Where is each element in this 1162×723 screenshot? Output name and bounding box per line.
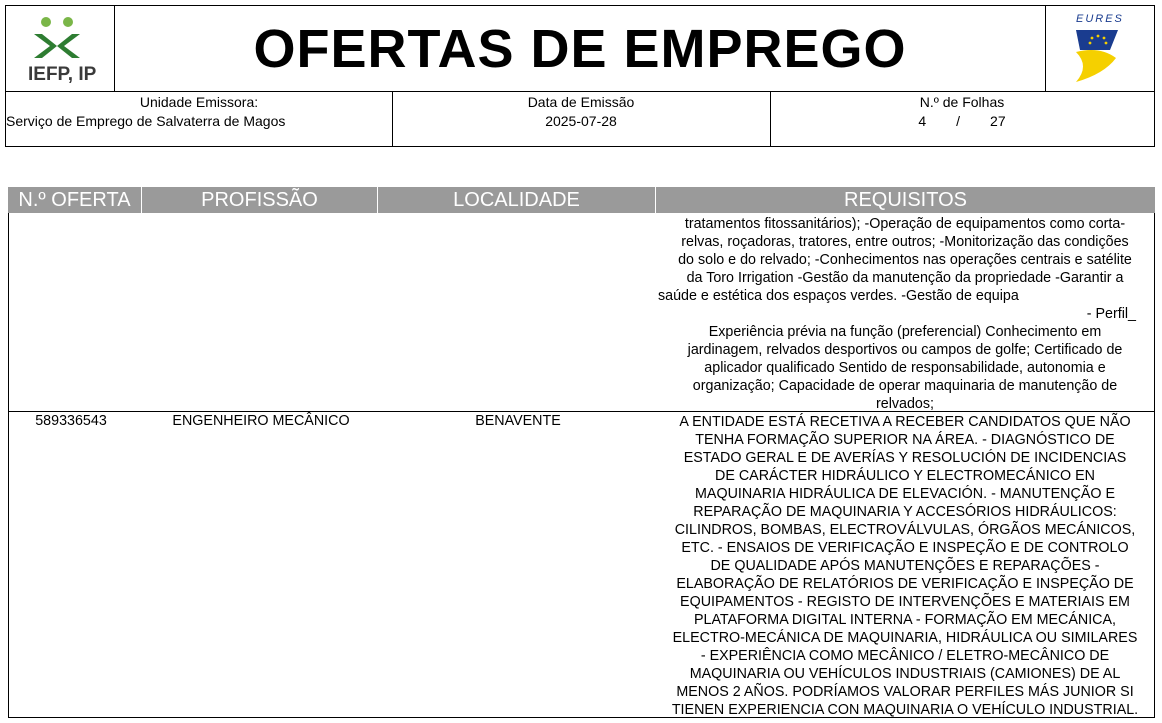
requisitos-line: REPARAÇÃO DE MAQUINARIA Y ACCESÓRIOS HIDRÁULICOS: xyxy=(693,504,1117,520)
requisitos-line: ESTADO GERAL E DE AVERÍAS Y RESOLUCIÓN DE INCIDENCIAS xyxy=(683,450,1127,466)
requisitos-line: saúde e estética dos espaços verdes. -Gestão de equipa xyxy=(658,288,1019,304)
requisitos-line: tratamentos fitossanitários); -Operação de equipamentos como corta- xyxy=(684,216,1126,232)
requisitos-line: MENOS 2 AÑOS. PODRÍAMOS VALORAR PERFILES MÁS JUNIOR SI xyxy=(676,684,1134,700)
iefp-logo-text: IEFP, IP xyxy=(28,64,97,85)
requisitos-line: A ENTIDADE ESTÁ RECETIVA A RECEBER CANDIDATOS QUE NÃO xyxy=(679,414,1131,430)
requisitos-line: aplicador qualificado Sentido de responsabilidade, autonomia e xyxy=(704,360,1106,376)
iefp-logo xyxy=(6,6,115,91)
requisitos-line: DE CARÁCTER HIDRÁULICO Y ELECTROMECÁNICO EN xyxy=(715,468,1095,484)
sheet-count xyxy=(770,91,1154,146)
requisitos-line: PLATAFORMA DIGITAL INTERNA - FORMAÇÃO EM MECÁNICA, xyxy=(693,612,1117,628)
requisitos-cell xyxy=(658,413,1152,719)
sheet-count-label: N.º de Folhas xyxy=(919,94,1005,110)
requisitos-line: EQUIPAMENTOS - REGISTO DE INTERVENÇÕES E MATERIAIS EM xyxy=(680,594,1130,610)
sheet-separator: / xyxy=(956,113,961,129)
requisitos-line: TIENEN EXPERIENCIA CON MAQUINARIA O VEHÍCULO INDUSTRIAL. xyxy=(671,702,1139,718)
requisitos-line: ELECTRO-MECÁNICA DE MAQUINARIA, HIDRÁULICA OU SIMILARES xyxy=(672,630,1138,646)
document-meta xyxy=(5,91,1155,147)
requisitos-line: - EXPERIÊNCIA COMO MECÂNICO / ELETRO-MECÂNICO DE xyxy=(700,648,1110,664)
issuing-unit xyxy=(6,91,393,146)
issue-date-label: Data de Emissão xyxy=(527,94,635,110)
profissao-value: ENGENHEIRO MECÂNICO xyxy=(172,413,350,429)
eures-emblem-icon xyxy=(1070,26,1130,86)
document-header xyxy=(5,5,1155,92)
sheet-total: 27 xyxy=(990,113,1006,129)
requisitos-line: relvados; xyxy=(875,396,934,412)
requisitos-line: Experiência prévia na função (preferencial) Conhecimento em xyxy=(708,324,1102,340)
requisitos-line: TENHA FORMAÇÃO SUPERIOR NA ÁREA. - DIAGNÓSTICO DE xyxy=(695,432,1115,448)
requisitos-line: organização; Capacidade de operar maquinaria de manutenção de xyxy=(692,378,1118,394)
requisitos-cell xyxy=(658,215,1152,413)
page-title: OFERTAS DE EMPREGO xyxy=(253,18,907,79)
requisitos-line: ELABORAÇÃO DE RELATÓRIOS DE VERIFICAÇÃO E INSPEÇÃO DE xyxy=(676,576,1134,592)
sheet-count-value xyxy=(770,113,1154,129)
requisitos-line: CILINDROS, BOMBAS, ELECTROVÁLVULAS, ÓRGÃOS MECÁNICOS, xyxy=(674,522,1136,538)
localidade-value: BENAVENTE xyxy=(475,413,561,429)
column-header-localidade: LOCALIDADE xyxy=(378,187,656,213)
column-header-requisitos: REQUISITOS xyxy=(844,189,967,211)
table-row xyxy=(9,213,1154,412)
eures-logo-text: EURES xyxy=(1076,13,1124,25)
issuing-unit-label: Unidade Emissora: xyxy=(139,94,259,110)
perfil-heading: - Perfil_ xyxy=(1086,306,1136,322)
table-header xyxy=(8,187,1155,213)
requisitos-line: relvas, roçadoras, tratores, entre outros; -Monitorização das condições xyxy=(681,234,1129,250)
eures-logo xyxy=(1045,6,1154,91)
issue-date-value: 2025-07-28 xyxy=(545,113,617,129)
issue-date xyxy=(392,91,771,146)
requisitos-line: da Toro Irrigation -Gestão da manutenção da propriedade -Garantir a xyxy=(686,270,1124,286)
requisitos-line: jardinagem, relvados desportivos ou campos de golfe; Certificado de xyxy=(687,342,1123,358)
requisitos-line: MAQUINARIA HIDRÁULICA DE ELEVACIÓN. - MANUTENÇÃO E xyxy=(695,486,1115,502)
requisitos-line: do solo e do relvado; -Conhecimentos nas operações centrais e satélite xyxy=(678,252,1132,268)
requisitos-line: MAQUINARIA OU VEHÍCULOS INDUSTRIAIS (CAMIONES) DE AL xyxy=(689,666,1121,682)
iefp-emblem-icon xyxy=(6,6,114,66)
requisitos-line: DE QUALIDADE APÓS MANUTENÇÕES E REPARAÇÕES - xyxy=(710,558,1100,574)
table-row xyxy=(9,411,1154,717)
requisitos-line: ETC. - ENSAIOS DE VERIFICAÇÃO E INSPEÇÃO E DE CONTROLO xyxy=(681,540,1129,556)
oferta-number: 589336543 xyxy=(35,413,107,429)
table-body xyxy=(8,213,1155,718)
column-header-oferta: N.º OFERTA xyxy=(8,187,142,213)
sheet-page: 4 xyxy=(918,113,927,129)
issuing-unit-value: Serviço de Emprego de Salvaterra de Magos xyxy=(6,113,286,129)
column-header-profissao: PROFISSÃO xyxy=(142,187,378,213)
